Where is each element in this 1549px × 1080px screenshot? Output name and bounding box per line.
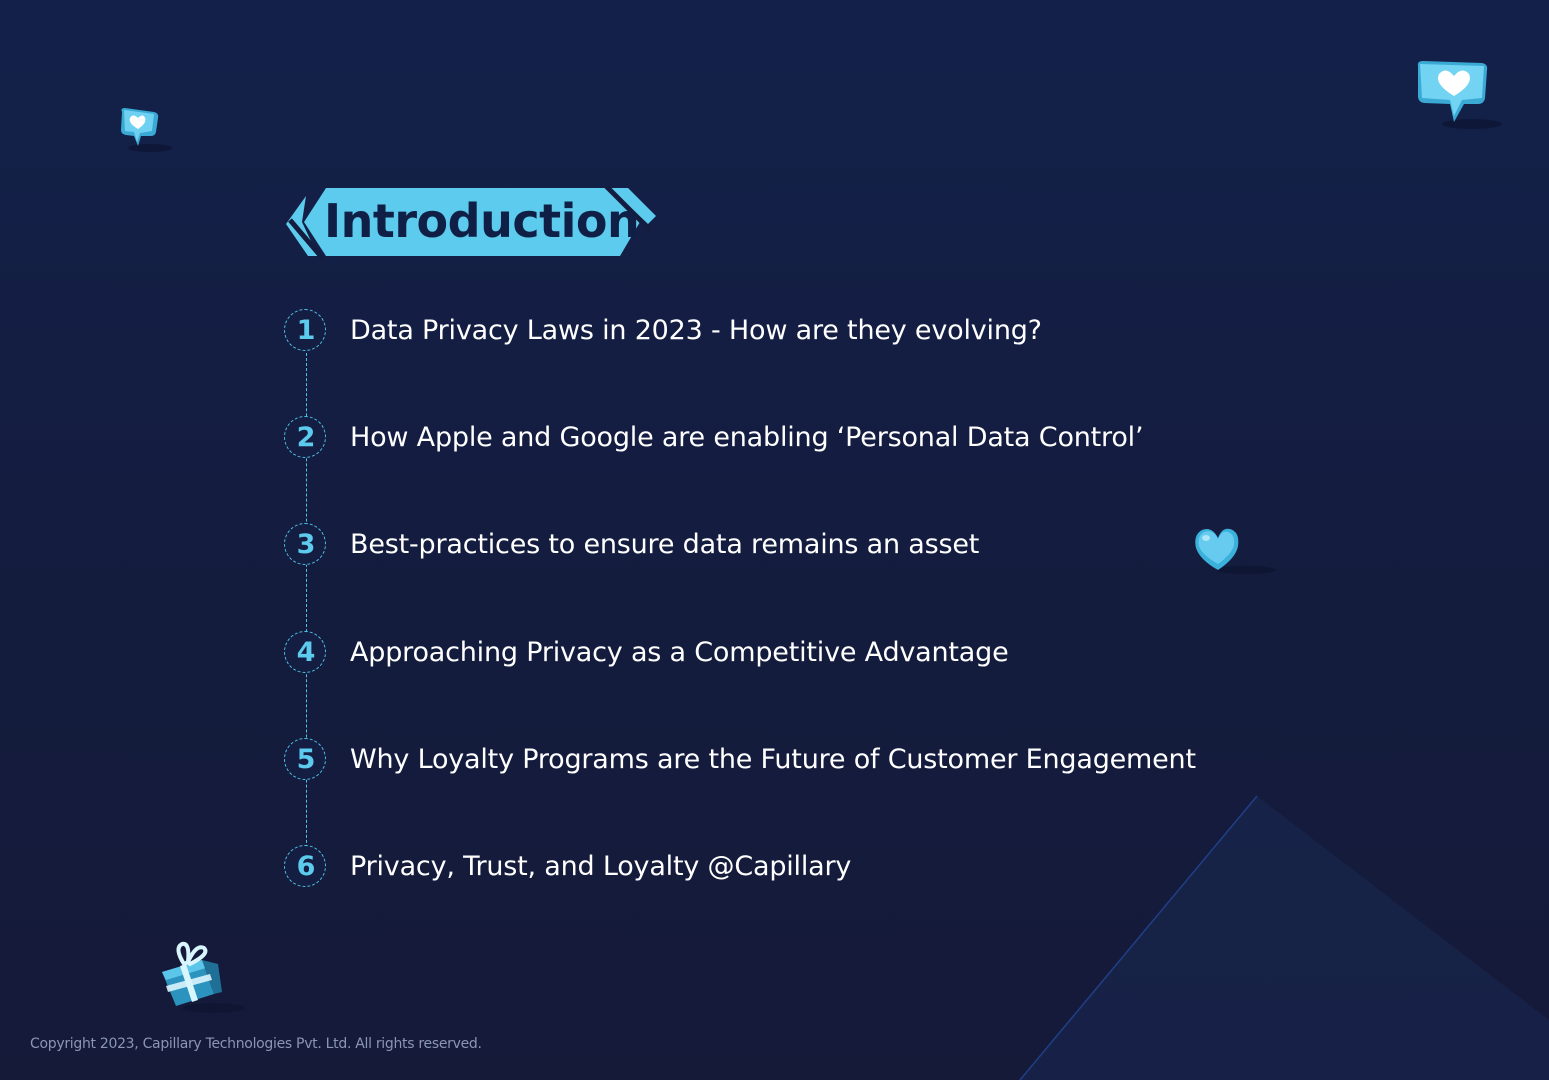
gift-box-icon	[152, 934, 252, 1018]
heart-speech-bubble-icon	[116, 104, 176, 156]
list-item[interactable]	[284, 845, 1384, 891]
list-item[interactable]	[284, 309, 1384, 355]
item-number: 2	[296, 422, 316, 453]
page-title: Introduction	[324, 194, 640, 248]
item-label: How Apple and Google are enabling ‘Personal Data Control’	[350, 422, 1144, 453]
list-item[interactable]	[284, 523, 1384, 569]
number-circle	[284, 631, 326, 673]
item-label: Data Privacy Laws in 2023 - How are they evolving?	[350, 315, 1042, 346]
item-number: 6	[296, 851, 316, 882]
item-number: 5	[296, 744, 316, 775]
number-circle	[284, 416, 326, 458]
number-circle	[284, 845, 326, 887]
heart-speech-bubble-icon	[1412, 58, 1508, 134]
list-item[interactable]	[284, 416, 1384, 462]
number-circle	[284, 738, 326, 780]
item-number: 3	[296, 529, 316, 560]
item-number: 4	[296, 637, 316, 668]
number-circle	[284, 523, 326, 565]
item-number: 1	[296, 315, 316, 346]
section-header-badge	[284, 186, 660, 260]
item-label: Why Loyalty Programs are the Future of Customer Engagement	[350, 744, 1196, 775]
number-circle	[284, 309, 326, 351]
item-label: Privacy, Trust, and Loyalty @Capillary	[350, 851, 852, 882]
item-label: Approaching Privacy as a Competitive Advantage	[350, 637, 1009, 668]
copyright-footer: Copyright 2023, Capillary Technologies Pvt. Ltd. All rights reserved.	[30, 1036, 482, 1052]
table-of-contents	[284, 309, 1384, 909]
item-label: Best-practices to ensure data remains an asset	[350, 529, 980, 560]
list-item[interactable]	[284, 631, 1384, 677]
list-item[interactable]	[284, 738, 1384, 784]
